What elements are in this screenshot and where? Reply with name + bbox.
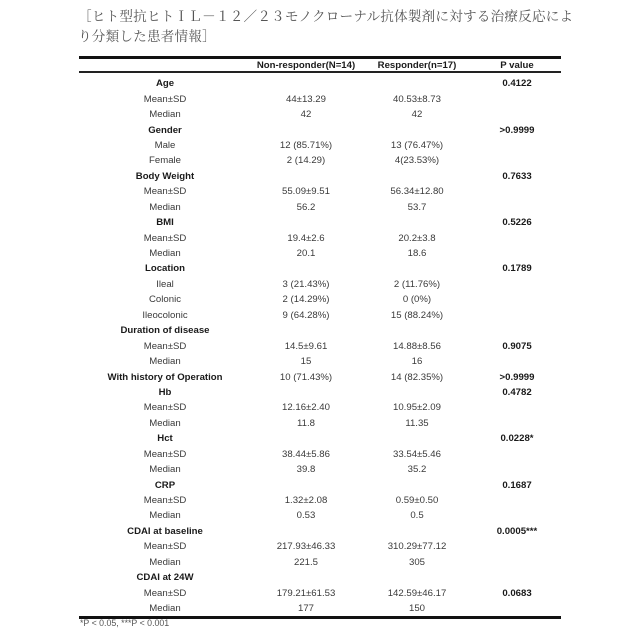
table-row bbox=[79, 230, 561, 245]
table-row bbox=[79, 292, 561, 307]
row-label: Mean±SD bbox=[79, 402, 251, 413]
non-responder-value: 3 (21.43%) bbox=[251, 279, 361, 290]
table-row bbox=[79, 539, 561, 554]
non-responder-value: 39.8 bbox=[251, 464, 361, 475]
responder-value: 150 bbox=[361, 603, 473, 614]
responder-value: 56.34±12.80 bbox=[361, 186, 473, 197]
responder-value: 2 (11.76%) bbox=[361, 279, 473, 290]
non-responder-value: 217.93±46.33 bbox=[251, 541, 361, 552]
p-value: 0.4122 bbox=[473, 78, 561, 89]
responder-value: 42 bbox=[361, 109, 473, 120]
row-label: With history of Operation bbox=[79, 372, 251, 383]
p-value: 0.9075 bbox=[473, 341, 561, 352]
non-responder-value: 1.32±2.08 bbox=[251, 495, 361, 506]
table-row bbox=[79, 184, 561, 199]
non-responder-value: 12 (85.71%) bbox=[251, 140, 361, 151]
p-value: 0.1789 bbox=[473, 263, 561, 274]
row-label: Female bbox=[79, 155, 251, 166]
table-category-row bbox=[79, 431, 561, 446]
row-label: Mean±SD bbox=[79, 94, 251, 105]
row-label: Hb bbox=[79, 387, 251, 398]
row-label: Mean±SD bbox=[79, 588, 251, 599]
non-responder-value: 179.21±61.53 bbox=[251, 588, 361, 599]
responder-value: 18.6 bbox=[361, 248, 473, 259]
non-responder-value: 0.53 bbox=[251, 510, 361, 521]
responder-value: 15 (88.24%) bbox=[361, 310, 473, 321]
table-category-row bbox=[79, 369, 561, 384]
row-label: Mean±SD bbox=[79, 495, 251, 506]
non-responder-value: 221.5 bbox=[251, 557, 361, 568]
row-label: Colonic bbox=[79, 294, 251, 305]
row-label: Ileal bbox=[79, 279, 251, 290]
row-label: Median bbox=[79, 464, 251, 475]
table-row bbox=[79, 416, 561, 431]
table-row bbox=[79, 508, 561, 523]
responder-value: 0.5 bbox=[361, 510, 473, 521]
p-value: 0.0228* bbox=[473, 433, 561, 444]
responder-value: 14 (82.35%) bbox=[361, 372, 473, 383]
responder-value: 13 (76.47%) bbox=[361, 140, 473, 151]
responder-value: 16 bbox=[361, 356, 473, 367]
responder-value: 142.59±46.17 bbox=[361, 588, 473, 599]
row-label: Body Weight bbox=[79, 171, 251, 182]
table-category-row bbox=[79, 261, 561, 276]
table-row bbox=[79, 447, 561, 462]
table-row bbox=[79, 246, 561, 261]
row-label: Ileocolonic bbox=[79, 310, 251, 321]
table-category-row bbox=[79, 385, 561, 400]
row-label: Mean±SD bbox=[79, 341, 251, 352]
non-responder-value: 14.5±9.61 bbox=[251, 341, 361, 352]
table-category-row bbox=[79, 169, 561, 184]
row-label: Mean±SD bbox=[79, 541, 251, 552]
row-label: Median bbox=[79, 557, 251, 568]
responder-value: 10.95±2.09 bbox=[361, 402, 473, 413]
row-label: Location bbox=[79, 263, 251, 274]
table-row bbox=[79, 200, 561, 215]
non-responder-value: 20.1 bbox=[251, 248, 361, 259]
table-row bbox=[79, 462, 561, 477]
responder-value: 11.35 bbox=[361, 418, 473, 429]
non-responder-value: 15 bbox=[251, 356, 361, 367]
row-label: Median bbox=[79, 202, 251, 213]
row-label: Gender bbox=[79, 125, 251, 136]
row-label: Median bbox=[79, 510, 251, 521]
table-category-row bbox=[79, 477, 561, 492]
table-row bbox=[79, 555, 561, 570]
row-label: Hct bbox=[79, 433, 251, 444]
non-responder-value: 10 (71.43%) bbox=[251, 372, 361, 383]
p-value: >0.9999 bbox=[473, 125, 561, 136]
row-label: CRP bbox=[79, 480, 251, 491]
patient-info-table bbox=[79, 56, 561, 619]
table-row bbox=[79, 493, 561, 508]
p-value: 0.7633 bbox=[473, 171, 561, 182]
non-responder-value: 56.2 bbox=[251, 202, 361, 213]
responder-value: 40.53±8.73 bbox=[361, 94, 473, 105]
table-row bbox=[79, 153, 561, 168]
table-category-row bbox=[79, 323, 561, 338]
responder-value: 0.59±0.50 bbox=[361, 495, 473, 506]
table-row bbox=[79, 338, 561, 353]
table-caption: ［ヒト型抗ヒトＩＬ－１２／２３モノクローナル抗体製剤に対する治療反応により分類した患者情報］ bbox=[78, 7, 578, 47]
row-label: Median bbox=[79, 248, 251, 259]
header-p-value: P value bbox=[473, 60, 561, 71]
row-label: CDAI at baseline bbox=[79, 526, 251, 537]
row-label: Median bbox=[79, 418, 251, 429]
row-label: CDAI at 24W bbox=[79, 572, 251, 583]
responder-value: 53.7 bbox=[361, 202, 473, 213]
p-value: 0.5226 bbox=[473, 217, 561, 228]
table-category-row bbox=[79, 570, 561, 585]
table-header-row bbox=[79, 59, 561, 71]
table-category-row bbox=[79, 524, 561, 539]
table-row bbox=[79, 601, 561, 616]
non-responder-value: 55.09±9.51 bbox=[251, 186, 361, 197]
table-category-row bbox=[79, 122, 561, 137]
non-responder-value: 12.16±2.40 bbox=[251, 402, 361, 413]
p-value: 0.0683 bbox=[473, 588, 561, 599]
row-label: BMI bbox=[79, 217, 251, 228]
table-category-row bbox=[79, 215, 561, 230]
table-body bbox=[79, 73, 561, 616]
header-responder: Responder(n=17) bbox=[361, 60, 473, 71]
table-row bbox=[79, 585, 561, 600]
row-label: Median bbox=[79, 603, 251, 614]
p-value: 0.0005*** bbox=[473, 526, 561, 537]
non-responder-value: 177 bbox=[251, 603, 361, 614]
responder-value: 310.29±77.12 bbox=[361, 541, 473, 552]
row-label: Male bbox=[79, 140, 251, 151]
responder-value: 20.2±3.8 bbox=[361, 233, 473, 244]
non-responder-value: 11.8 bbox=[251, 418, 361, 429]
p-value: >0.9999 bbox=[473, 372, 561, 383]
non-responder-value: 2 (14.29%) bbox=[251, 294, 361, 305]
table-category-row bbox=[79, 76, 561, 91]
row-label: Duration of disease bbox=[79, 325, 251, 336]
responder-value: 305 bbox=[361, 557, 473, 568]
row-label: Mean±SD bbox=[79, 186, 251, 197]
table-row bbox=[79, 91, 561, 106]
footnote: *P < 0.05, ***P < 0.001 bbox=[80, 618, 169, 628]
non-responder-value: 2 (14.29) bbox=[251, 155, 361, 166]
table-row bbox=[79, 308, 561, 323]
table-row bbox=[79, 107, 561, 122]
non-responder-value: 19.4±2.6 bbox=[251, 233, 361, 244]
non-responder-value: 38.44±5.86 bbox=[251, 449, 361, 460]
p-value: 0.4782 bbox=[473, 387, 561, 398]
non-responder-value: 42 bbox=[251, 109, 361, 120]
table-row bbox=[79, 354, 561, 369]
responder-value: 0 (0%) bbox=[361, 294, 473, 305]
non-responder-value: 9 (64.28%) bbox=[251, 310, 361, 321]
table-row bbox=[79, 400, 561, 415]
row-label: Median bbox=[79, 356, 251, 367]
responder-value: 35.2 bbox=[361, 464, 473, 475]
responder-value: 33.54±5.46 bbox=[361, 449, 473, 460]
row-label: Median bbox=[79, 109, 251, 120]
p-value: 0.1687 bbox=[473, 480, 561, 491]
responder-value: 14.88±8.56 bbox=[361, 341, 473, 352]
header-non-responder: Non-responder(N=14) bbox=[251, 60, 361, 71]
responder-value: 4(23.53%) bbox=[361, 155, 473, 166]
non-responder-value: 44±13.29 bbox=[251, 94, 361, 105]
row-label: Mean±SD bbox=[79, 233, 251, 244]
table-row bbox=[79, 138, 561, 153]
table-row bbox=[79, 277, 561, 292]
row-label: Age bbox=[79, 78, 251, 89]
row-label: Mean±SD bbox=[79, 449, 251, 460]
